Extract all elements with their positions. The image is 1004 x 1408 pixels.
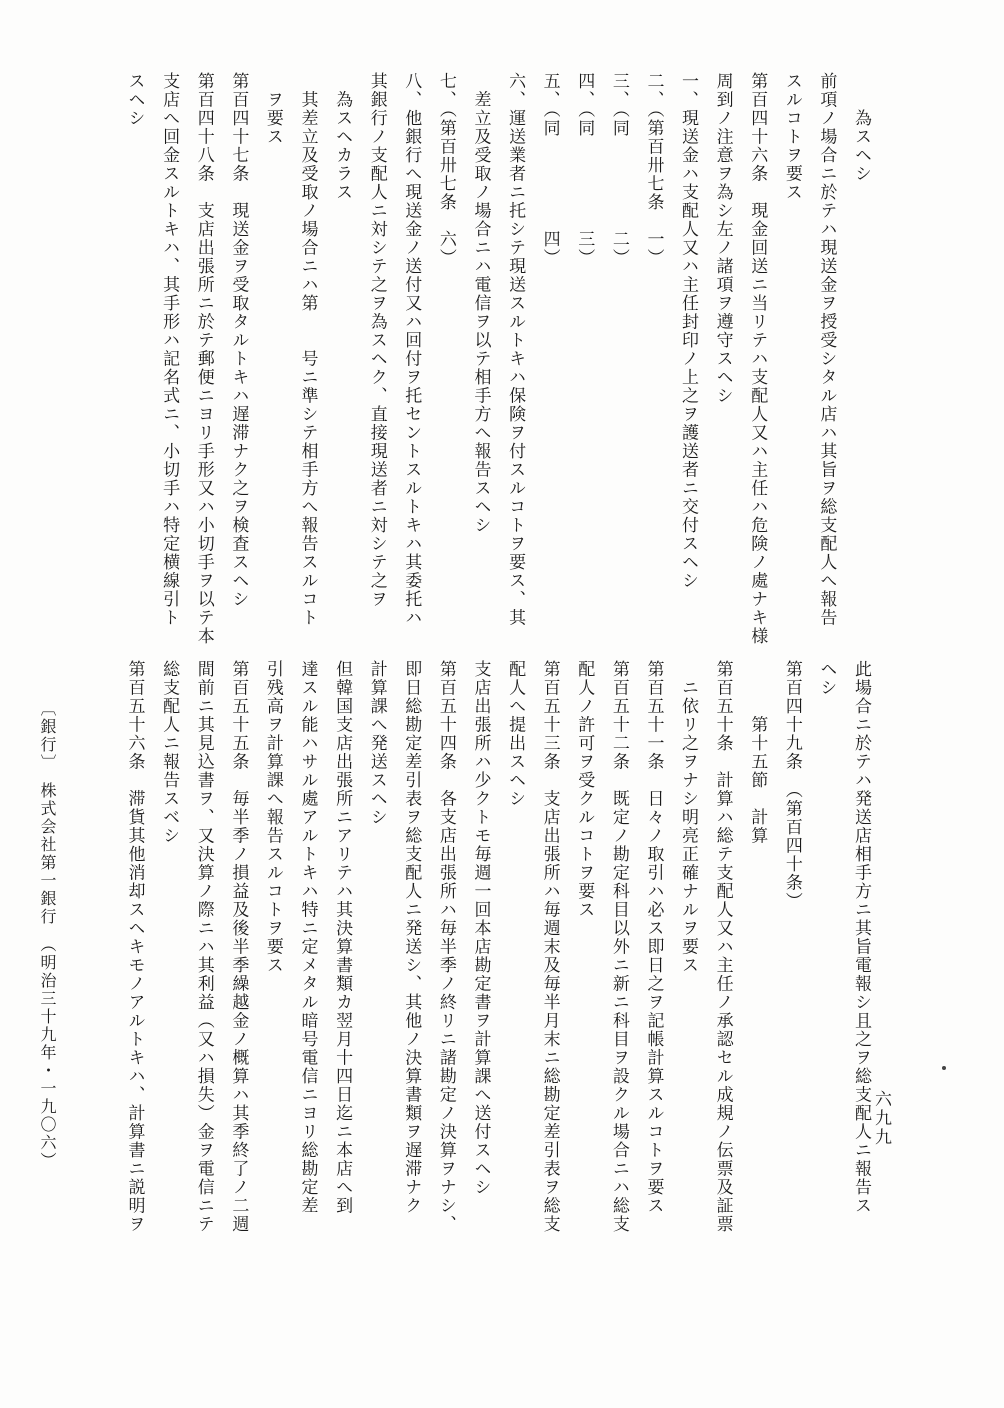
- upper-text-column: 第百四十六条 現金回送ニ当リテハ支配人又ハ主任ハ危険ノ處ナキ様: [747, 72, 768, 646]
- running-footer: 〔銀行〕 株式会社第一銀行 （明治三十九年・一九〇六）: [38, 700, 57, 1170]
- lower-text-column: 第百五十一条 日々ノ取引ハ必ス即日之ヲ記帳計算スルコトヲ要ス: [643, 660, 664, 1215]
- lower-text-column: 此場合ニ於テハ発送店相手方ニ其旨電報シ且之ヲ総支配人ニ報告ス: [851, 660, 871, 1215]
- lower-text-column: 支店出張所ハ少クトモ毎週一回本店勘定書ヲ計算課へ送付スヘシ: [470, 660, 491, 1197]
- upper-text-column: ヲ要ス: [262, 72, 283, 146]
- lower-text-column: 即日総勘定差引表ヲ総支配人ニ発送シ、其他ノ決算書類ヲ遅滞ナク: [401, 660, 422, 1215]
- lower-text-column: 配人へ提出スヘシ: [505, 660, 526, 808]
- lower-text-column: 第百五十三条 支店出張所ハ毎週末及毎半月末ニ総勘定差引表ヲ総支: [539, 660, 560, 1234]
- lower-text-column: 但韓国支店出張所ニアリテハ其決算書類カ翌月十四日迄ニ本店へ到: [332, 660, 353, 1215]
- upper-text-column: 差立及受取ノ場合ニハ電信ヲ以テ相手方へ報告スヘシ: [470, 72, 491, 535]
- upper-text-column: 第百四十八条 支店出張所ニ於テ郵便ニヨリ手形又ハ小切手ヲ以テ本: [193, 72, 214, 646]
- upper-text-column: 二、（第百卅七条 一）: [643, 72, 664, 267]
- upper-text-column: 支店へ回金スルトキハ、其手形ハ記名式ニ、小切手ハ特定横線引ト: [159, 72, 180, 627]
- lower-text-column: ヘシ: [816, 660, 837, 697]
- upper-text-column: 八、他銀行へ現送金ノ送付又ハ回付ヲ托セントスルトキハ其委托ハ: [401, 72, 422, 627]
- upper-text-column: 為スヘカラス: [332, 72, 353, 202]
- upper-text-column: 前項ノ場合ニ於テハ現送金ヲ授受シタル店ハ其旨ヲ総支配人へ報告: [816, 72, 837, 627]
- upper-text-column: 其銀行ノ支配人ニ対シテ之ヲ為スヘク、直接現送者ニ対シテ之ヲ: [366, 72, 387, 609]
- upper-text-column: 第百四十七条 現送金ヲ受取タルトキハ遅滞ナク之ヲ検査スヘシ: [228, 72, 249, 609]
- lower-text-column: 第十五節 計算: [747, 660, 768, 845]
- lower-text-column: 第百五十六条 滞貨其他消却スヘキモノアルトキハ、計算書ニ説明ヲ: [124, 660, 145, 1234]
- upper-text-column: スヘシ: [124, 72, 145, 128]
- upper-text-block: [117, 72, 878, 646]
- lower-text-column: 引残高ヲ計算課へ報告スルコトヲ要ス: [262, 660, 283, 975]
- lower-text-column: 間前ニ其見込書ヲ、又決算ノ際ニハ其利益（又ハ損失）金ヲ電信ニテ: [193, 660, 214, 1234]
- lower-text-column: 第百四十九条 （第百四十条）: [781, 660, 802, 911]
- lower-text-column: 計算課へ発送スヘシ: [366, 660, 387, 827]
- lower-text-column: 総支配人ニ報告スベシ: [159, 660, 180, 845]
- upper-text-column: 其差立及受取ノ場合ニハ第 号ニ準シテ相手方へ報告スルコト: [297, 72, 318, 627]
- upper-text-column: 一、現送金ハ支配人又ハ主任封印ノ上之ヲ護送者ニ交付スヘシ: [678, 72, 699, 590]
- lower-text-column: 第百五十五条 毎半季ノ損益及後半季繰越金ノ概算ハ其季終了ノ二週: [228, 660, 249, 1234]
- upper-text-column: 五、（同 四）: [539, 72, 560, 267]
- upper-text-column: スルコトヲ要ス: [781, 72, 802, 202]
- upper-text-column: 七、（第百卅七条 六）: [435, 72, 456, 267]
- upper-text-column: 為スヘシ: [851, 72, 871, 183]
- lower-text-block: [117, 660, 878, 1234]
- upper-text-column: 周到ノ注意ヲ為シ左ノ諸項ヲ遵守スヘシ: [712, 72, 733, 405]
- lower-text-column: 達スル能ハサル處アルトキハ特ニ定メタル暗号電信ニヨリ総勘定差: [297, 660, 318, 1215]
- upper-text-column: 四、（同 三）: [574, 72, 595, 267]
- upper-text-column: 六、運送業者ニ托シテ現送スルトキハ保険ヲ付スルコトヲ要ス、其: [505, 72, 526, 627]
- lower-text-column: 配人ノ許可ヲ受クルコトヲ要ス: [574, 660, 595, 919]
- lower-text-column: ニ依リ之ヲナシ明亮正確ナルヲ要ス: [678, 660, 699, 975]
- page-number: 六九九: [871, 1090, 891, 1147]
- upper-text-column: 三、（同 二）: [608, 72, 629, 267]
- lower-text-column: 第百五十四条 各支店出張所ハ毎半季ノ終リニ諸勘定ノ決算ヲナシ、: [435, 660, 456, 1234]
- lower-text-column: 第百五十二条 既定ノ勘定科目以外ニ新ニ科目ヲ設クル場合ニハ総支: [608, 660, 629, 1234]
- lower-text-column: 第百五十条 計算ハ総テ支配人又ハ主任ノ承認セル成規ノ伝票及証票: [712, 660, 733, 1234]
- speck-mark: [942, 1066, 946, 1070]
